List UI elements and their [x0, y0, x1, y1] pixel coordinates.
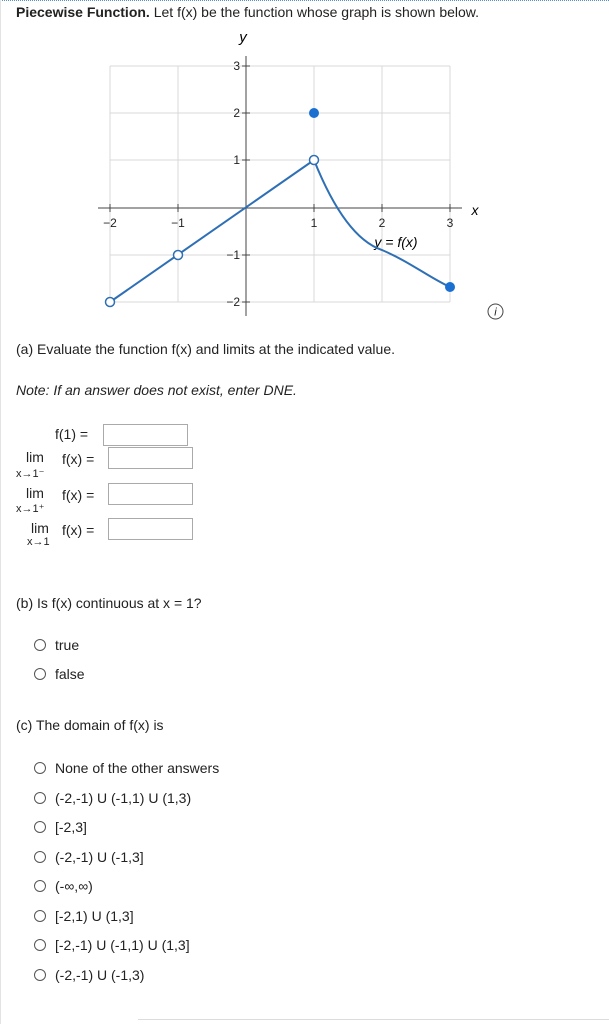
title-text: Let	[149, 4, 178, 20]
y-tick-label: −2	[226, 295, 240, 309]
radio-button[interactable]	[34, 792, 46, 804]
option-true[interactable]: true	[34, 637, 79, 653]
f1-input[interactable]	[103, 424, 188, 446]
domain-option[interactable]: [-2,1) U (1,3]	[34, 908, 134, 924]
lim-both-fx: f(x) =	[62, 522, 95, 538]
option-false[interactable]: false	[34, 666, 85, 682]
domain-option[interactable]: [-2,3]	[34, 819, 87, 835]
y-tick-label: 1	[233, 153, 240, 167]
lim-right-word: lim	[26, 485, 44, 501]
lim-left-word: lim	[26, 449, 44, 465]
function-graph	[0, 0, 609, 330]
title-fx: f(x)	[177, 4, 198, 20]
y-tick-label: 2	[233, 106, 240, 120]
closed-point	[309, 108, 319, 118]
f1-label: f(1) =	[55, 426, 89, 442]
open-point	[174, 251, 183, 260]
radio-button[interactable]	[34, 668, 46, 680]
x-tick-label: −1	[171, 216, 185, 230]
two-sided-limit-input[interactable]	[108, 518, 193, 540]
part-b-prompt: (b) Is f(x) continuous at x = 1?	[16, 595, 202, 611]
closed-point	[445, 282, 455, 292]
part-a-note: Note: If an answer does not exist, enter DNE.	[16, 382, 297, 398]
radio-button[interactable]	[34, 939, 46, 951]
open-point	[106, 298, 115, 307]
lim-left-subscript: x→1⁻	[16, 468, 45, 480]
bottom-divider	[138, 1019, 609, 1020]
lim-both-subscript: x→1	[27, 536, 50, 548]
domain-option[interactable]: (-∞,∞)	[34, 878, 93, 894]
lim-right-subscript: x→1⁺	[16, 503, 45, 515]
y-axis-label: y	[239, 29, 247, 46]
x-tick-label: 2	[378, 216, 386, 230]
radio-button[interactable]	[34, 762, 46, 774]
info-icon[interactable]	[487, 303, 504, 320]
lim-both-word: lim	[31, 520, 49, 536]
radio-button[interactable]	[34, 851, 46, 863]
y-tick-label: −1	[226, 248, 240, 262]
domain-option[interactable]: (-2,-1) U (-1,1) U (1,3)	[34, 790, 191, 806]
domain-option[interactable]: None of the other answers	[34, 760, 219, 776]
lim-left-fx: f(x) =	[62, 451, 95, 467]
x-tick-label: 1	[310, 216, 318, 230]
problem-title-bold: Piecewise Function.	[16, 4, 150, 20]
x-tick-label: −2	[103, 216, 117, 230]
radio-button[interactable]	[34, 639, 46, 651]
domain-option[interactable]: (-2,-1) U (-1,3]	[34, 849, 144, 865]
part-c-prompt: (c) The domain of f(x) is	[16, 717, 164, 733]
domain-option[interactable]: [-2,-1) U (-1,1) U (1,3]	[34, 937, 190, 953]
function-curve	[110, 160, 450, 302]
radio-button[interactable]	[34, 880, 46, 892]
right-limit-input[interactable]	[108, 483, 193, 505]
domain-option[interactable]: (-2,-1) U (-1,3)	[34, 967, 144, 983]
radio-button[interactable]	[34, 969, 46, 981]
radio-button[interactable]	[34, 910, 46, 922]
part-a-prompt: (a) Evaluate the function f(x) and limits at the indicated value.	[16, 341, 395, 357]
radio-button[interactable]	[34, 821, 46, 833]
x-tick-label: 3	[446, 216, 454, 230]
y-tick-label: 3	[233, 59, 240, 73]
left-limit-input[interactable]	[108, 447, 193, 469]
x-axis-label: x	[471, 202, 479, 218]
open-point	[310, 156, 319, 165]
svg-text:i: i	[494, 306, 497, 319]
lim-right-fx: f(x) =	[62, 487, 95, 503]
curve-label: y = f(x)	[374, 234, 418, 250]
title-text-end: be the function whose graph is shown below.	[197, 4, 480, 20]
